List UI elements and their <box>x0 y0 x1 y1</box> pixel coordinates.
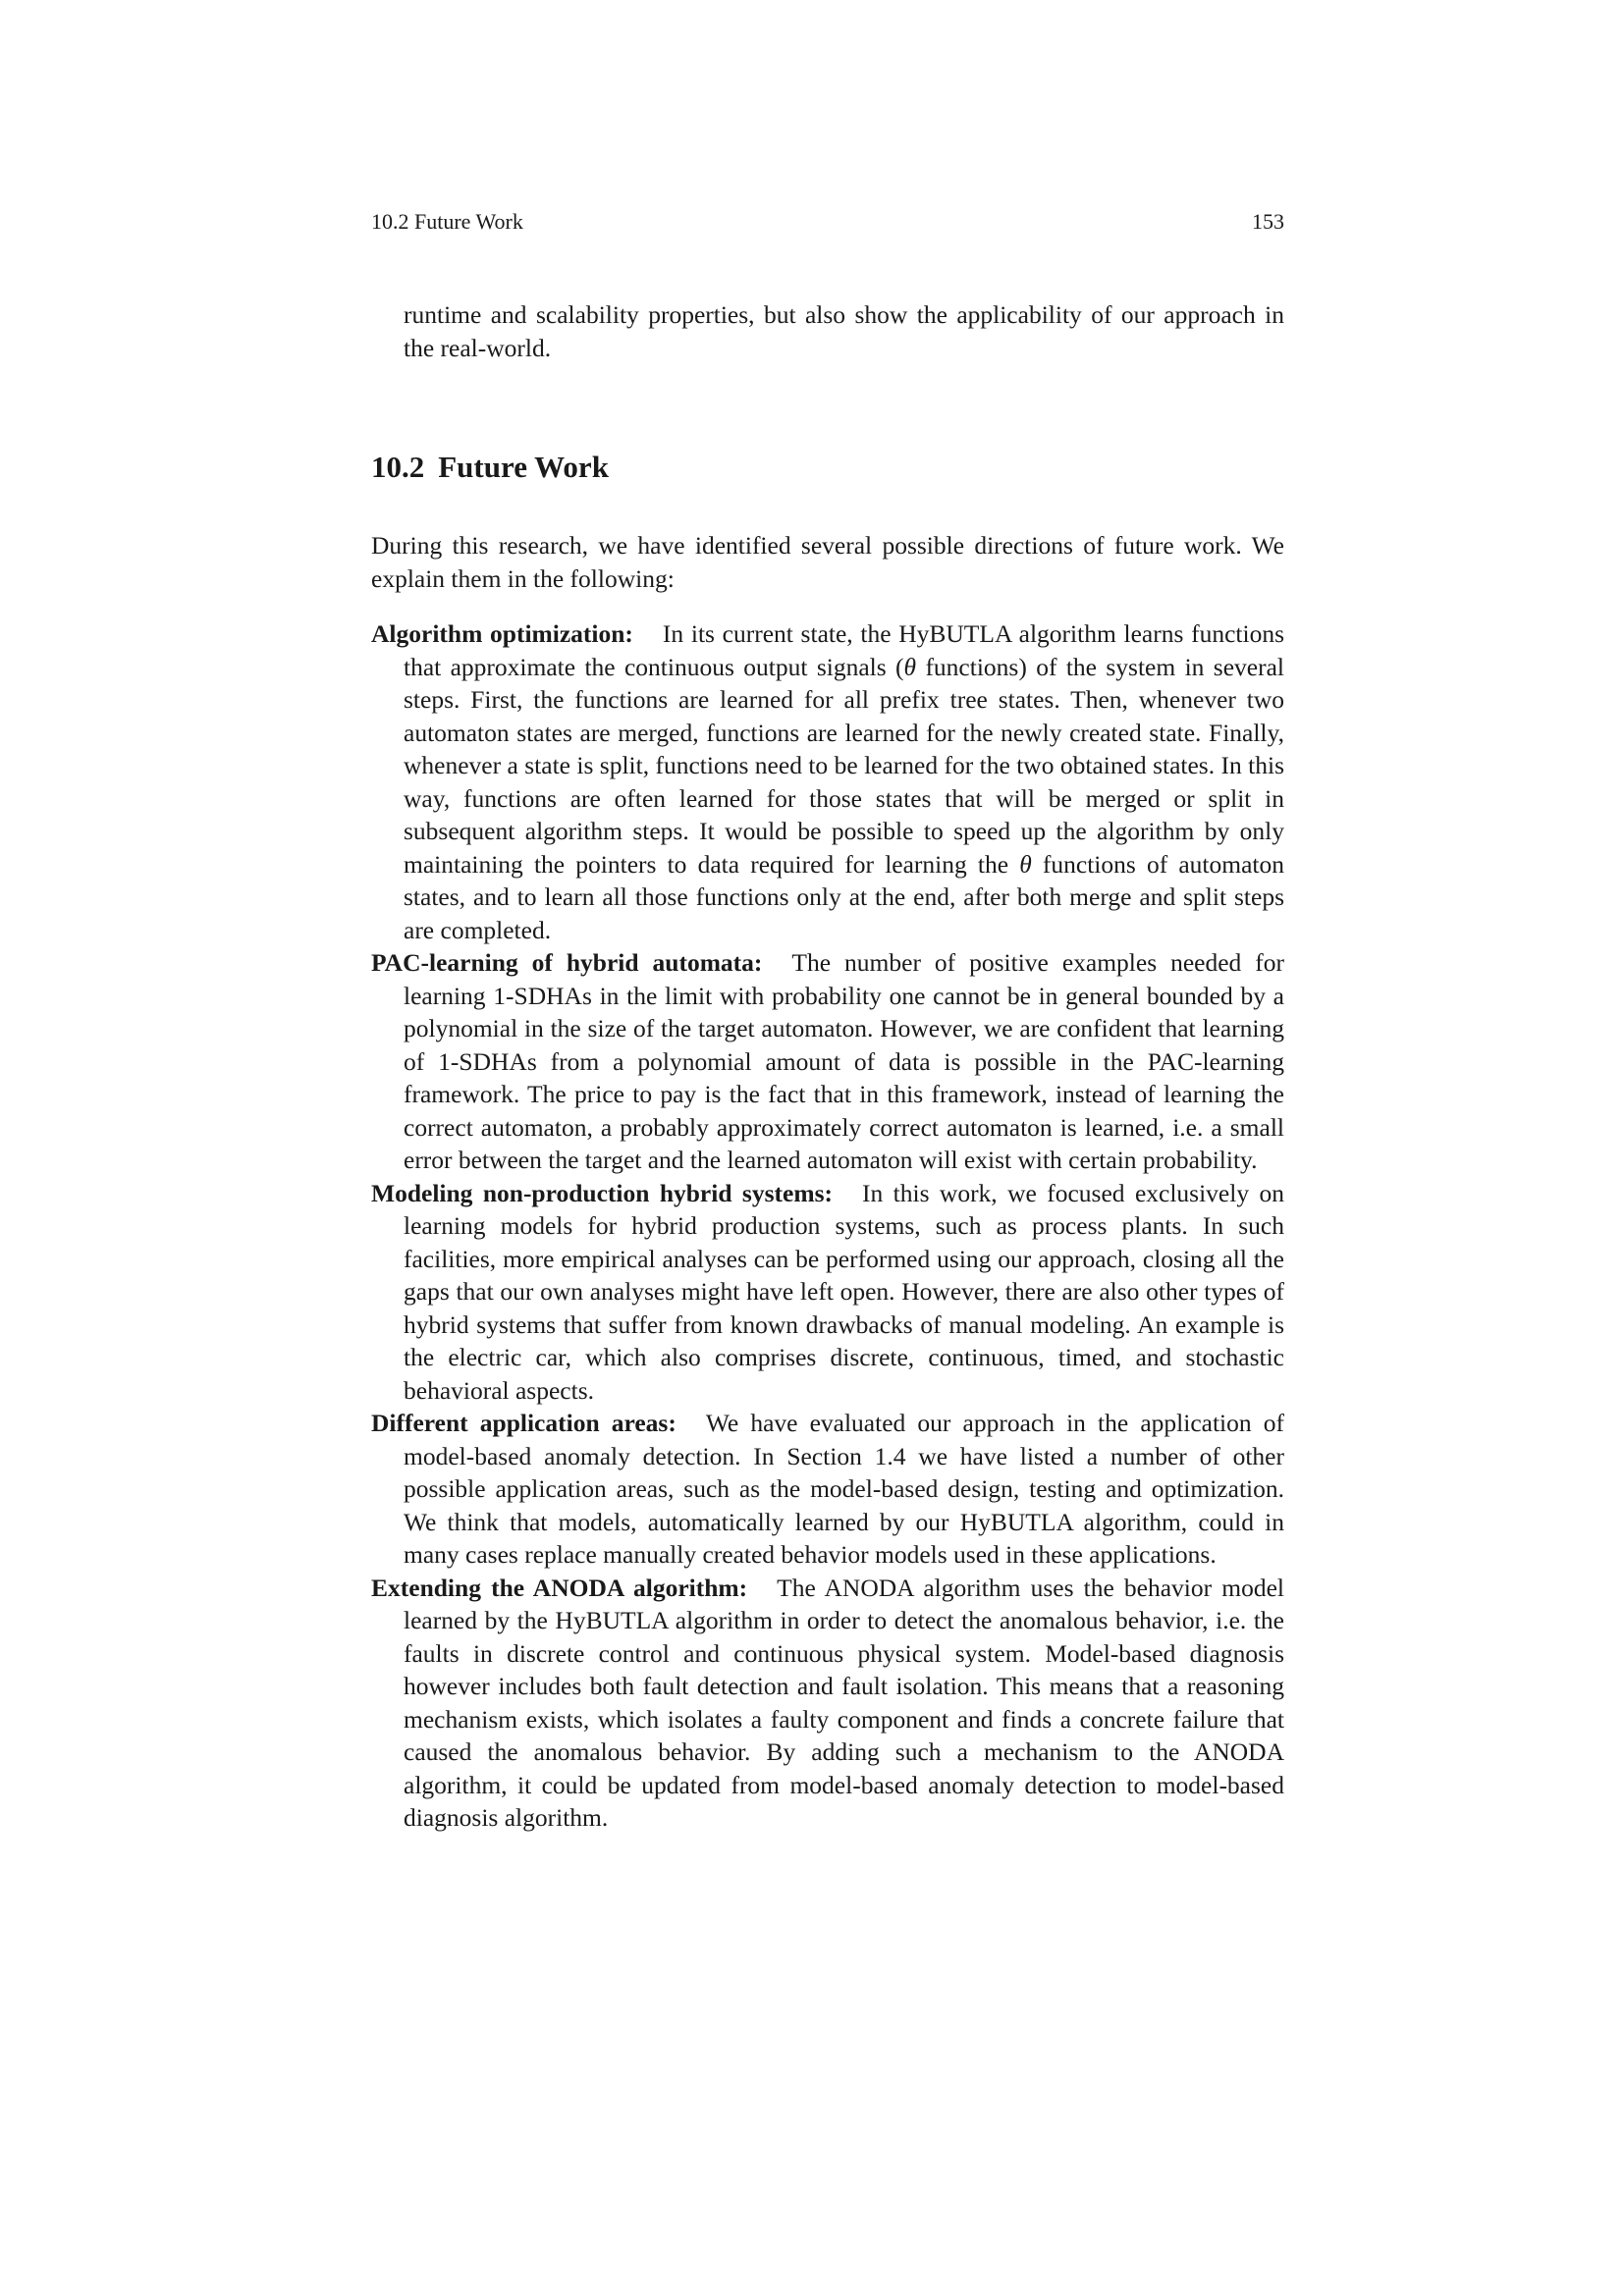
list-item-algorithm-optimization <box>371 617 1284 946</box>
page <box>371 0 1284 2296</box>
theta-symbol: θ <box>903 652 917 681</box>
item-term: PAC-learning of hybrid automata: <box>371 948 763 977</box>
theta-symbol: θ <box>1019 849 1032 879</box>
item-text: functions of automaton states, and to learn all those functions only at the end, after both merge and split steps are completed. <box>404 849 1284 944</box>
list-item-non-production-systems <box>371 1177 1284 1408</box>
list-item-application-areas <box>371 1407 1284 1572</box>
item-text: In its current state, the HyBUTLA algorithm learns functions that approximate the continuous output signals ( <box>404 619 1284 681</box>
item-term: Modeling non-production hybrid systems: <box>371 1178 833 1207</box>
list-item-pac-learning <box>371 946 1284 1177</box>
section-number: 10.2 <box>371 450 425 484</box>
intro-paragraph: During this research, we have identified several possible directions of future work. We explain them in the following: <box>371 531 1284 593</box>
item-text: functions) of the system in several steps. First, the functions are learned for all prefix tree states. Then, whenever two automaton states are merged, functions are learned for the newly created state. Finally, whenever a state is split, functions need to be learned for the two obtained states. In this way, functions are often learned for those states that will be merged or split in subsequent algorithm steps. It would be possible to speed up the algorithm by only maintaining the pointers to data required for learning the <box>404 652 1284 879</box>
future-work-list <box>371 617 1284 1835</box>
item-term: Different application areas: <box>371 1409 677 1437</box>
item-term: Algorithm optimization: <box>371 619 633 648</box>
list-item-extending-anoda <box>371 1572 1284 1835</box>
item-term: Extending the ANODA algorithm: <box>371 1573 748 1602</box>
item-text: We have evaluated our approach in the application of model-based anomaly detection. In Section 1.4 we have listed a number of other possible application areas, such as the model-based design, testing and optimization. We think that models, automatically learned by our HyBUTLA algorithm, could in many cases replace manually created behavior models used in these applications. <box>404 1409 1284 1569</box>
item-text: The ANODA algorithm uses the behavior model learned by the HyBUTLA algorithm in order to detect the anomalous behavior, i.e. the faults in discrete control and continuous physical system. Model-based diagnosis however includes both fault detection and fault isolation. This means that a reasoning mechanism exists, which isolates a faulty component and finds a concrete failure that caused the anomalous behavior. By adding such a mechanism to the ANODA algorithm, it could be updated from model-based anomaly detection to model-based diagnosis algorithm. <box>404 1573 1284 1832</box>
item-text: The number of positive examples needed for learning 1-SDHAs in the limit with probability one cannot be in general bounded by a polynomial in the size of the target automaton. However, we are confident that learning of 1-SDHAs from a polynomial amount of data is possible in the PAC-learning framework. The price to pay is the fact that in this framework, instead of learning the correct automaton, a probably approximately correct automaton is learned, i.e. a small error between the target and the learned automaton will exist with certain probability. <box>404 948 1284 1174</box>
section-heading <box>371 448 609 487</box>
section-title: Future Work <box>438 450 609 484</box>
continuation-paragraph: runtime and scalability properties, but also show the applicability of our approach in the real-world. <box>404 300 1284 362</box>
item-text: In this work, we focused exclusively on learning models for hybrid production systems, such as process plants. In such facilities, more empirical analyses can be performed using our approach, closing all the gaps that our own analyses might have left open. However, there are also other types of hybrid systems that suffer from known drawbacks of manual modeling. An example is the electric car, which also comprises discrete, continuous, timed, and stochastic behavioral aspects. <box>404 1178 1284 1405</box>
page-number: 153 <box>1252 209 1284 234</box>
running-head-section: 10.2 Future Work <box>371 209 523 234</box>
